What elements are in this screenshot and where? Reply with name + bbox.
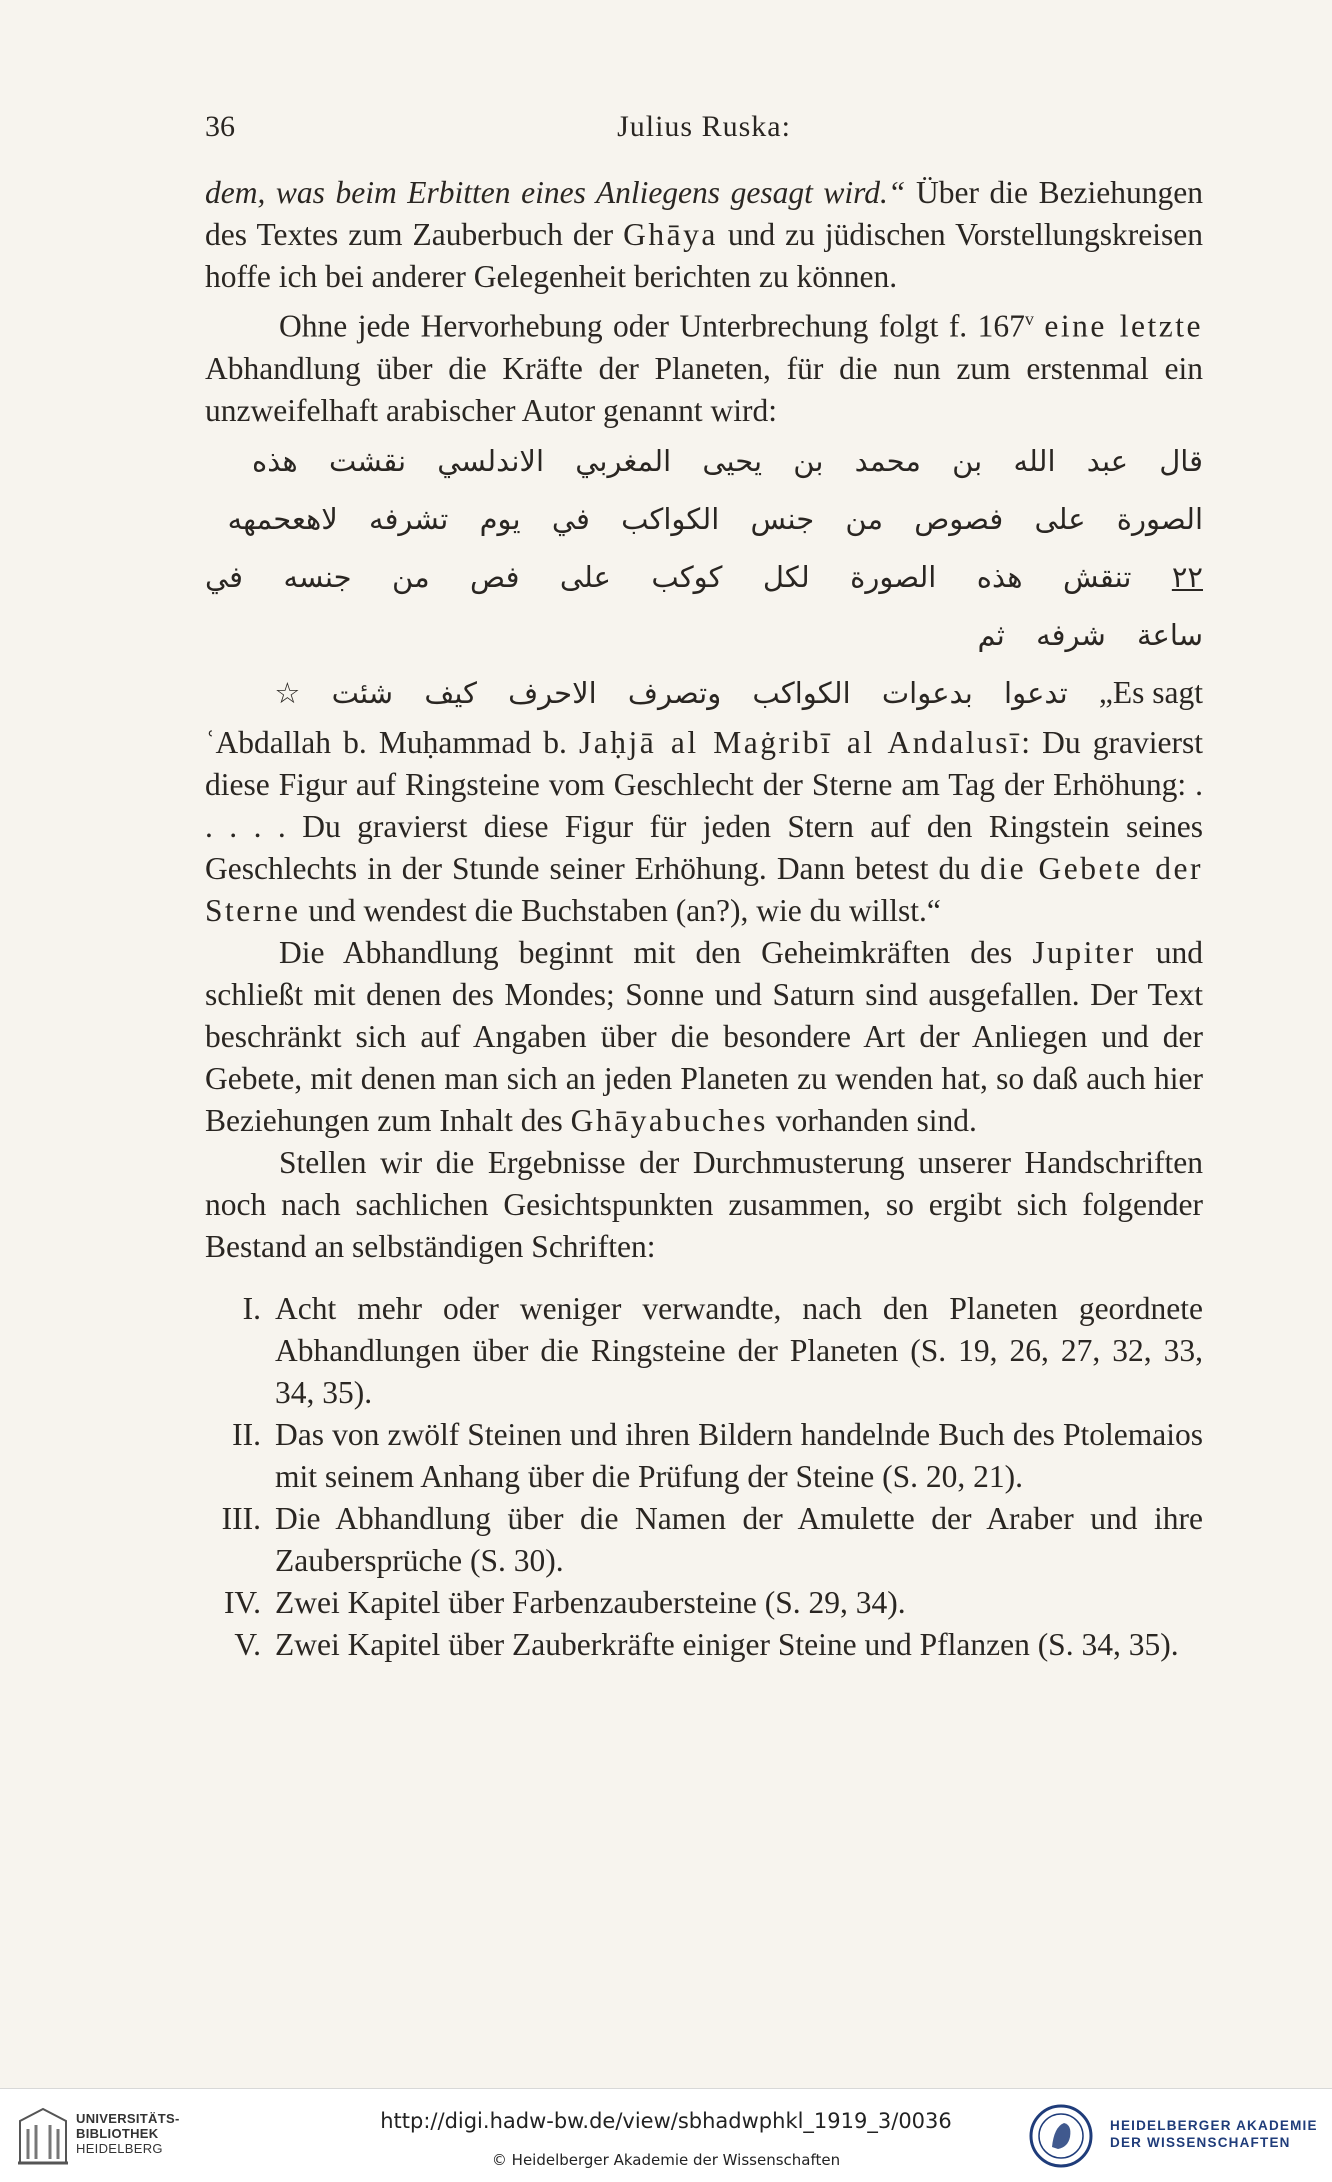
paragraph-3-text-a: ʿAbdallah b. Muḥammad b.	[205, 724, 579, 760]
section-mark: ٢٢	[1171, 559, 1203, 594]
list-item-number: II.	[232, 1416, 261, 1452]
paragraph-3	[205, 722, 1203, 932]
paragraph-1-text-b: und zu jüdischen Vorstellungskreisen hoffe ich bei anderer Gelegenheit berichten zu können.	[205, 217, 1203, 294]
permalink-url[interactable]: http://digi.hadw-bw.de/view/sbhadwphkl_1919_3/0036	[380, 2109, 952, 2133]
paragraph-4-text-b: und schließt mit denen des Mondes; Sonne und Saturn sind ausgefallen. Der Text beschränkt sich auf Angaben über die besondere Art der Anliegen und der Gebete, mit denen man sich an jeden Planeten zu wenden hat, so daß auch hier Beziehungen zum Inhalt des	[205, 934, 1204, 1138]
paragraph-2-text-c: Abhandlung über die Kräfte der Planeten, für die nun zum erstenmal ein unzweifelhaft arabischer Autor genannt wird:	[205, 350, 1203, 428]
arabic-quotation	[205, 432, 1203, 722]
list-item-text: Das von zwölf Steinen und ihren Bildern handelnde Buch des Ptolemaios mit seinem Anhang über die Prüfung der Steine (S. 20, 21).	[275, 1416, 1203, 1494]
list-item-text: Acht mehr oder weniger verwandte, nach den Planeten geordnete Abhandlungen über die Ringsteine der Planeten (S. 19, 26, 27, 32, 33, 34, 35).	[275, 1290, 1203, 1410]
spaced-eine-letzte: eine letzte	[1044, 308, 1204, 344]
list-item	[205, 1288, 1203, 1414]
paragraph-5: Stellen wir die Ergebnisse der Durchmusterung unserer Handschriften noch nach sachlichen Gesichtspunkten zusammen, so ergibt sich folgender Bestand an selbständigen Schriften:	[205, 1144, 1203, 1264]
running-header	[205, 110, 1203, 154]
list-item	[205, 1624, 1203, 1666]
paragraph-2-text-a: Ohne jede Hervorhebung oder Unterbrechung folgt f. 167	[279, 308, 1025, 344]
page-body	[205, 172, 1203, 1666]
arabic-line-3-text: تنقش هذه الصورة لكل كوكب على فص من جنسه في ساعة شرفه ثم	[205, 559, 1203, 652]
list-item-number: V.	[234, 1626, 261, 1662]
copyright-notice: © Heidelberger Akademie der Wissenschaften	[491, 2151, 841, 2169]
spaced-author-name: Jaḥjā al Maġribī al Andalusī	[579, 724, 1022, 760]
list-item-text: Zwei Kapitel über Farbenzaubersteine (S. 29, 34).	[275, 1584, 906, 1620]
uni-line-1: UNIVERSITÄTS-	[76, 2111, 180, 2126]
spaced-jupiter: Jupiter	[1032, 934, 1136, 970]
paragraph-4	[205, 932, 1203, 1142]
cipher-letters: لاهعحمهه	[227, 501, 338, 536]
list-item	[205, 1582, 1203, 1624]
paragraph-1-text-a: Über die Beziehungen des Textes zum Zauberbuch der	[205, 175, 1204, 252]
spaced-ghaya: Ghāya	[623, 217, 718, 252]
paragraph-3-text-b: : Du gravierst diese Figur auf Ringsteine vom Geschlecht der Sterne am Tag der Erhöhung: . . . . . Du gravierst diese Figur für jeden Stern auf den Ringstein seines Geschlechts in der Stunde seiner Erhöhung. Dann betest du	[205, 724, 1203, 886]
arabic-line-1: قال عبد الله بن محمد بن يحيى المغربي الاندلسي نقشت هذه	[252, 443, 1203, 478]
list-item-number: IV.	[223, 1584, 261, 1620]
arabic-line-4-text: تدعوا بدعوات الكواكب وتصرف الاحرف كيف شئت	[331, 675, 1068, 710]
folio-verso-sup: v	[1024, 309, 1034, 329]
writings-list	[205, 1288, 1203, 1666]
paragraph-2	[205, 298, 1203, 432]
footer-bar	[0, 2088, 1332, 2182]
list-item-text: Die Abhandlung über die Namen der Amulette der Araber und ihre Zaubersprüche (S. 30).	[275, 1500, 1203, 1578]
list-item-number: III.	[221, 1500, 261, 1536]
list-item-text: Zwei Kapitel über Zauberkräfte einiger Steine und Pflanzen (S. 34, 35).	[275, 1626, 1179, 1662]
paragraph-2-text-b	[1034, 309, 1044, 344]
acad-line-2: DER WISSENSCHAFTEN	[1110, 2135, 1291, 2150]
academy-name	[1110, 2117, 1318, 2151]
paragraph-3-text-c: und wendest die Buchstaben (an?), wie du willst.“	[300, 892, 941, 928]
list-item-number: I.	[242, 1290, 261, 1326]
list-item	[205, 1498, 1203, 1582]
academy-seal-icon	[1028, 2103, 1094, 2169]
acad-line-1: HEIDELBERGER AKADEMIE	[1110, 2118, 1318, 2133]
arabic-line-3	[205, 548, 1203, 664]
arabic-line-4	[205, 664, 1203, 722]
page-number: 36	[205, 110, 235, 143]
star-symbol: ☆	[274, 675, 301, 710]
italic-quote: dem, was beim Erbitten eines Anliegens gesagt wird.“	[205, 175, 906, 210]
running-title: Julius Ruska:	[617, 110, 791, 143]
paragraph-4-text-c: vorhanden sind.	[767, 1102, 977, 1138]
uni-line-2: BIBLIOTHEK	[76, 2126, 159, 2141]
arabic-line-2	[205, 490, 1203, 548]
arabic-line-2-text: الصورة على فصوص من جنس الكواكب في يوم تشرفه	[369, 501, 1203, 536]
list-item	[205, 1414, 1203, 1498]
es-sagt: „Es sagt	[1098, 674, 1203, 710]
uni-line-3: HEIDELBERG	[76, 2141, 163, 2156]
spaced-die-gebete: die Gebete der Sterne	[205, 850, 1203, 928]
spaced-ghayabuches: Ghāyabuches	[570, 1102, 768, 1138]
paragraph-4-text-a: Die Abhandlung beginnt mit den Geheimkräften des	[279, 934, 1033, 970]
paragraph-1	[205, 172, 1203, 298]
